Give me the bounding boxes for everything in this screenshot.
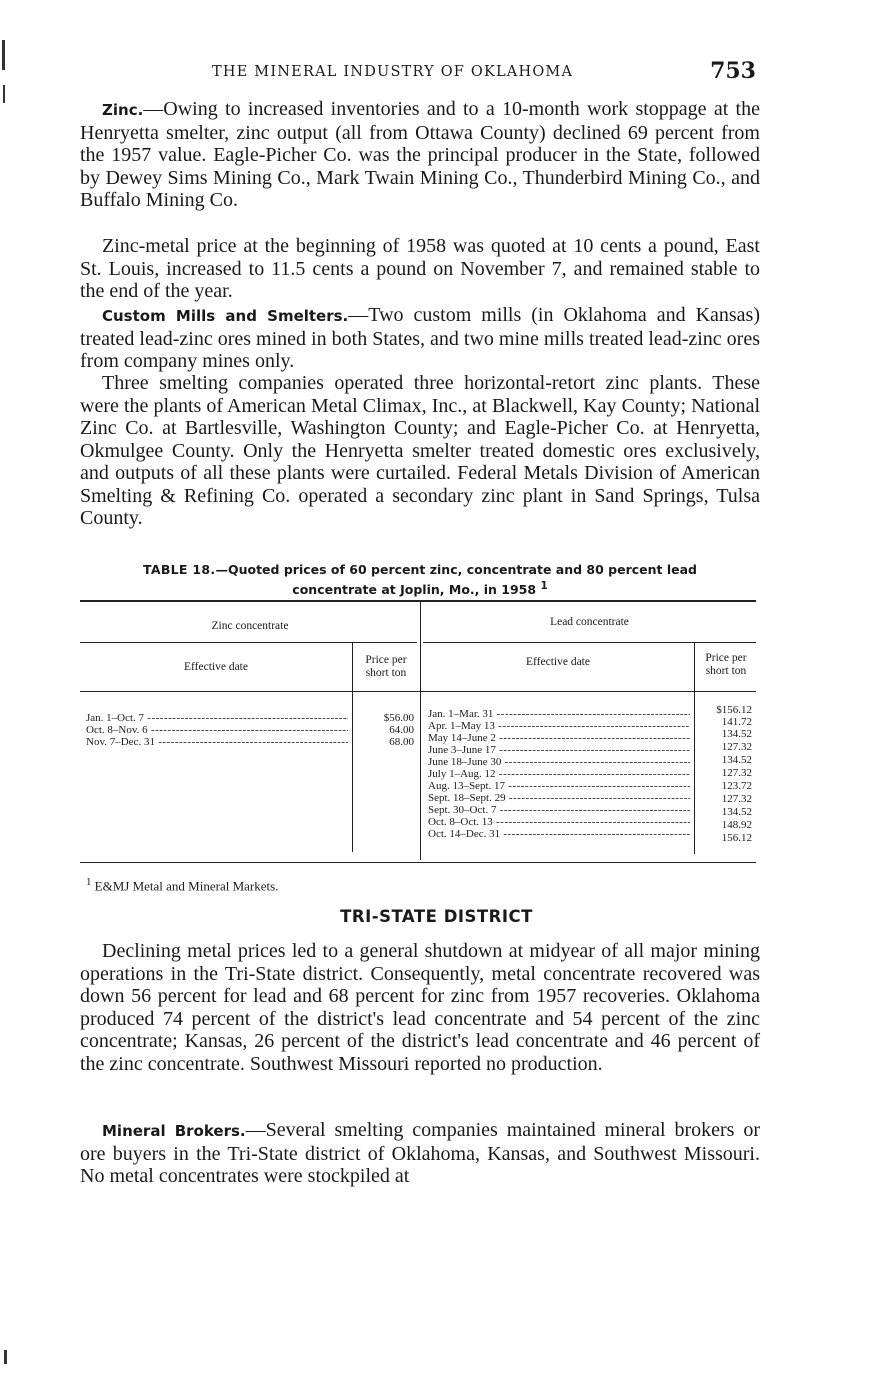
custom-mills-paragraph-text: —Two custom mills (in Oklahoma and Kansas) treated lead-zinc ores mined in both States, and two mine mills treated lead-zinc ores from company mines only. bbox=[80, 304, 761, 372]
lead-row-price: 134.52 bbox=[721, 754, 752, 766]
lead-price-header-line2: short ton bbox=[705, 665, 747, 677]
zinc-price-divider bbox=[352, 642, 353, 852]
footnote-mark: 1 bbox=[86, 876, 92, 888]
price-table bbox=[80, 600, 756, 860]
lead-row-price: 134.52 bbox=[721, 728, 752, 740]
zinc-row-date: Oct. 8–Nov. 6 ----- bbox=[86, 724, 348, 736]
table-title-footnote-ref: 1 bbox=[540, 580, 548, 592]
lead-row-price: 134.52 bbox=[721, 806, 752, 818]
zinc-runin-heading: Zinc. bbox=[102, 101, 144, 119]
page-number: 753 bbox=[710, 58, 756, 84]
lead-row-date: Sept. 18–Sept. 29 ----- bbox=[428, 792, 690, 804]
lead-row-price: 127.32 bbox=[721, 767, 752, 779]
mineral-brokers-runin-heading: Mineral Brokers. bbox=[102, 1122, 246, 1140]
lead-row-date: June 18–June 30 ----- bbox=[428, 756, 690, 768]
table-title bbox=[80, 561, 760, 598]
zinc-paragraph bbox=[80, 98, 760, 212]
running-title: THE MINERAL INDUSTRY OF OKLAHOMA bbox=[212, 64, 574, 80]
zinc-price-paragraph: Zinc-metal price at the beginning of 1958 was quoted at 10 cents a pound, East St. Louis, increased to 11.5 cents a pound on November 7, and remained stable to the end of the year. bbox=[80, 235, 760, 302]
lead-row-date: Oct. 14–Dec. 31 ----- bbox=[428, 828, 690, 840]
scan-speck bbox=[4, 1350, 7, 1364]
zinc-group-header: Zinc concentrate bbox=[211, 620, 289, 632]
tristate-paragraph: Declining metal prices led to a general shutdown at midyear of all major mining operations in the Tri-State district. Consequently, metal concentrate recovered was down 56 percent for lead and 68 percent for zinc from 1957 recoveries. Oklahoma produced 74 percent of the district's lead concentrate and 54 percent of the zinc concentrate; Kansas, 26 percent of the district's lead concentrate and 46 percent of the zinc concentrate. Southwest Missouri reported no production. bbox=[80, 940, 760, 1075]
lead-row-date: Apr. 1–May 13 ----- bbox=[428, 720, 690, 732]
table-footnote bbox=[86, 876, 278, 894]
lead-row-date: July 1–Aug. 12 ----- bbox=[428, 768, 690, 780]
lead-row-date: Aug. 13–Sept. 17 ----- bbox=[428, 780, 690, 792]
lead-row-date: Jan. 1–Mar. 31 ----- bbox=[428, 708, 690, 720]
scan-speck bbox=[3, 85, 5, 103]
custom-mills-paragraph bbox=[80, 304, 760, 373]
zinc-row-price: 68.00 bbox=[389, 736, 414, 748]
table-header-rule bbox=[80, 691, 756, 692]
zinc-date-column-header: Effective date bbox=[184, 661, 248, 673]
lead-row-price: $156.12 bbox=[716, 704, 752, 716]
lead-row-date: Oct. 8–Oct. 13 ----- bbox=[428, 816, 690, 828]
zinc-price-header-line1: Price per bbox=[365, 654, 407, 666]
lead-group-rule bbox=[423, 642, 756, 643]
lead-row-date: May 14–June 2 ----- bbox=[428, 732, 690, 744]
table-label: TABLE 18. bbox=[143, 562, 216, 577]
lead-row-date: Sept. 30–Oct. 7 ----- bbox=[428, 804, 690, 816]
zinc-price-column-header bbox=[354, 654, 418, 680]
zinc-price-header-line2: short ton bbox=[365, 667, 407, 679]
table-title-line1: —Quoted prices of 60 percent zinc, concentrate and 80 percent lead bbox=[215, 562, 697, 577]
table-title-line2: concentrate at Joplin, Mo., in 1958 bbox=[292, 582, 537, 598]
zinc-row-price: $56.00 bbox=[383, 712, 414, 724]
lead-row-price: 156.12 bbox=[721, 832, 752, 844]
lead-price-header-line1: Price per bbox=[705, 652, 747, 664]
zinc-row-price: 64.00 bbox=[389, 724, 414, 736]
lead-price-column-header bbox=[696, 652, 756, 678]
lead-row-price: 127.32 bbox=[721, 741, 752, 753]
table-bottom-rule bbox=[80, 862, 756, 863]
zinc-paragraph-text: —Owing to increased inventories and to a 10-month work stoppage at the Henryetta smelter, zinc output (all from Ottawa County) declined 69 percent from the 1957 value. Eagle-Picher Co. was the principal producer in the State, followed by Dewey Sims Mining Co., Mark Twain Mining Co., Thunderbird Mining Co., and Buffalo Mining Co. bbox=[80, 98, 760, 211]
group-divider bbox=[420, 600, 421, 860]
lead-row-price: 123.72 bbox=[721, 780, 752, 792]
table-top-rule bbox=[80, 600, 756, 602]
lead-row-date: June 3–June 17 ----- bbox=[428, 744, 690, 756]
lead-date-column-header: Effective date bbox=[526, 656, 590, 668]
scan-speck bbox=[2, 40, 5, 70]
footnote-text: E&MJ Metal and Mineral Markets. bbox=[94, 878, 279, 894]
smelting-paragraph: Three smelting companies operated three horizontal-retort zinc plants. These were the plants of American Metal Climax, Inc., at Blackwell, Kay County; National Zinc Co. at Bartlesville, Washington County; and Eagle-Picher Co. at Henryetta, Okmulgee County. Only the Henryetta smelter treated domestic ores exclusively, and outputs of all these plants were curtailed. Federal Metals Division of American Smelting & Refining Co. operated a secondary zinc plant in Sand Springs, Tulsa County. bbox=[80, 372, 760, 529]
section-heading: TRI-STATE DISTRICT bbox=[340, 907, 533, 926]
zinc-row-date: Jan. 1–Oct. 7 ----- bbox=[86, 712, 348, 724]
lead-row-price: 127.32 bbox=[721, 793, 752, 805]
mineral-brokers-paragraph bbox=[80, 1119, 760, 1188]
lead-group-header: Lead concentrate bbox=[550, 616, 629, 628]
lead-row-price: 141.72 bbox=[721, 716, 752, 728]
zinc-row-date: Nov. 7–Dec. 31 ----- bbox=[86, 736, 348, 748]
page-header bbox=[80, 58, 756, 88]
lead-price-divider bbox=[694, 642, 695, 854]
zinc-group-rule bbox=[80, 642, 417, 643]
mineral-brokers-paragraph-text: —Several smelting companies maintained mineral brokers or ore buyers in the Tri-State district of Oklahoma, Kansas, and Southwest Missouri. No metal concentrates were stockpiled at bbox=[80, 1119, 761, 1187]
custom-mills-runin-heading: Custom Mills and Smelters. bbox=[102, 307, 349, 325]
lead-row-price: 148.92 bbox=[721, 819, 752, 831]
